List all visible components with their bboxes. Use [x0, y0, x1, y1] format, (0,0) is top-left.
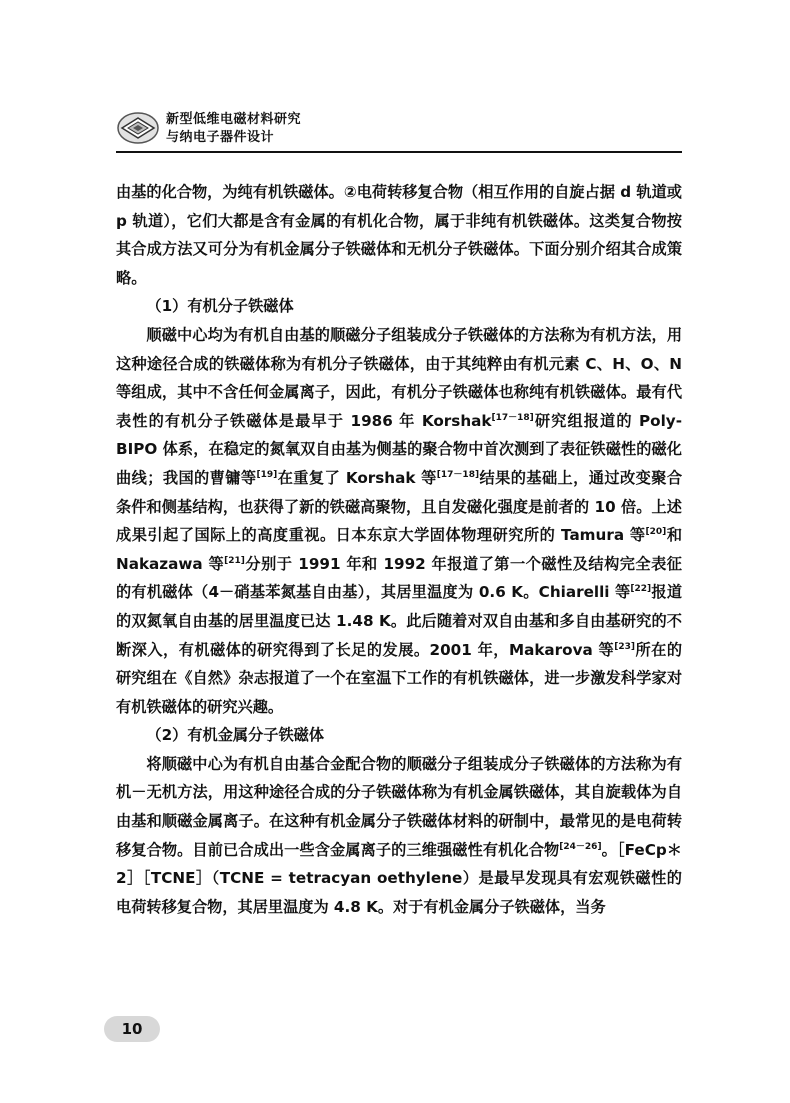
- text-run: 研究组报道的 Poly-BIPO 体系，在稳定的氮氧双自由基为侧基的聚合物中首次测到了表征铁磁性的磁化曲线；我国的曹镛等: [116, 411, 682, 487]
- text-run: 分别于 1991 年和 1992 年报道了第一个磁性及结构完全表征的有机磁体（4－硝基苯氮基自由基），其居里温度为 0.6 K。Chiarelli 等: [116, 554, 682, 602]
- citation-ref: [19]: [256, 469, 278, 480]
- page-number: 10: [121, 1020, 143, 1038]
- text-run: 。［FeCp＊2］［TCNE］（TCNE = tetracyan oethylene）是最早发现具有宏观铁磁性的电荷转移复合物，其居里温度为 4.8 K。对于有机金属分子铁磁体，当务: [116, 840, 682, 916]
- text-run: 顺磁中心均为有机自由基的顺磁分子组装成分子铁磁体的方法称为有机方法，用这种途径合成的铁磁体称为有机分子铁磁体，由于其纯粹由有机元素 C、H、O、N 等组成，其中不含任何金属离子，因此，有机分子铁磁体也称纯有机铁磁体。最有代表性的有机分子铁磁体是最早于 1986 年 Korshak: [116, 325, 682, 430]
- citation-ref: [24－26]: [559, 841, 602, 852]
- book-title: [166, 111, 301, 147]
- text-run: 在重复了 Korshak 等: [277, 468, 437, 487]
- body-text: [116, 178, 682, 921]
- running-header: [116, 105, 682, 153]
- text-run: 报道的双氮氧自由基的居里温度已达 1.48 K。此后随着对双自由基和多自由基研究的不断深入，有机磁体的研究得到了长足的发展。2001 年，Makarova 等: [116, 583, 683, 659]
- citation-ref: [21]: [224, 555, 245, 566]
- paragraph-2: [116, 321, 682, 721]
- page-number-badge: [104, 1016, 160, 1042]
- citation-ref: [22]: [630, 584, 652, 595]
- citation-ref: [17－18]: [436, 469, 480, 480]
- book-title-line1: 新型低维电磁材料研究: [166, 112, 302, 127]
- citation-ref: [23]: [614, 641, 635, 652]
- paragraph-1: 由基的化合物，为纯有机铁磁体。②电荷转移复合物（相互作用的自旋占据 d 轨道或 p 轨道），它们大都是含有金属的有机化合物，属于非纯有机铁磁体。这类复合物按其合成方法又可分为有机金属分子铁磁体和无机分子铁磁体。下面分别介绍其合成策略。: [116, 183, 682, 287]
- citation-ref: [17－18]: [491, 412, 534, 423]
- paragraph-3: [116, 750, 682, 922]
- citation-ref: [20]: [645, 527, 667, 538]
- header-rule: [116, 151, 682, 153]
- section-heading-organic: （1）有机分子铁磁体: [146, 297, 294, 316]
- text-run: 结果的基础上，通过改变聚合条件和侧基结构，也获得了新的铁磁高聚物，且自发磁化强度是前者的 10 倍。上述成果引起了国际上的高度重视。日本东京大学固体物理研究所的 Tamura 等: [116, 468, 683, 545]
- book-title-line2: 与纳电子器件设计: [166, 130, 275, 145]
- text-run: 将顺磁中心为有机自由基合金配合物的顺磁分子组装成分子铁磁体的方法称为有机－无机方法，用这种途径合成的分子铁磁体称为有机金属铁磁体，其自旋载体为自由基和顺磁金属离子。在这种有机金属分子铁磁体材料的研制中，最常见的是电荷转移复合物。目前已合成出一些含金属离子的三维强磁性有机化合物: [116, 754, 682, 859]
- section-heading-organometallic: （2）有机金属分子铁磁体: [146, 726, 325, 745]
- text-run: 所在的研究组在《自然》杂志报道了一个在室温下工作的有机铁磁体，进一步激发科学家对有机铁磁体的研究兴趣。: [116, 640, 683, 716]
- book-logo-icon: [116, 107, 160, 147]
- text-run: 和 Nakazawa 等: [116, 526, 682, 573]
